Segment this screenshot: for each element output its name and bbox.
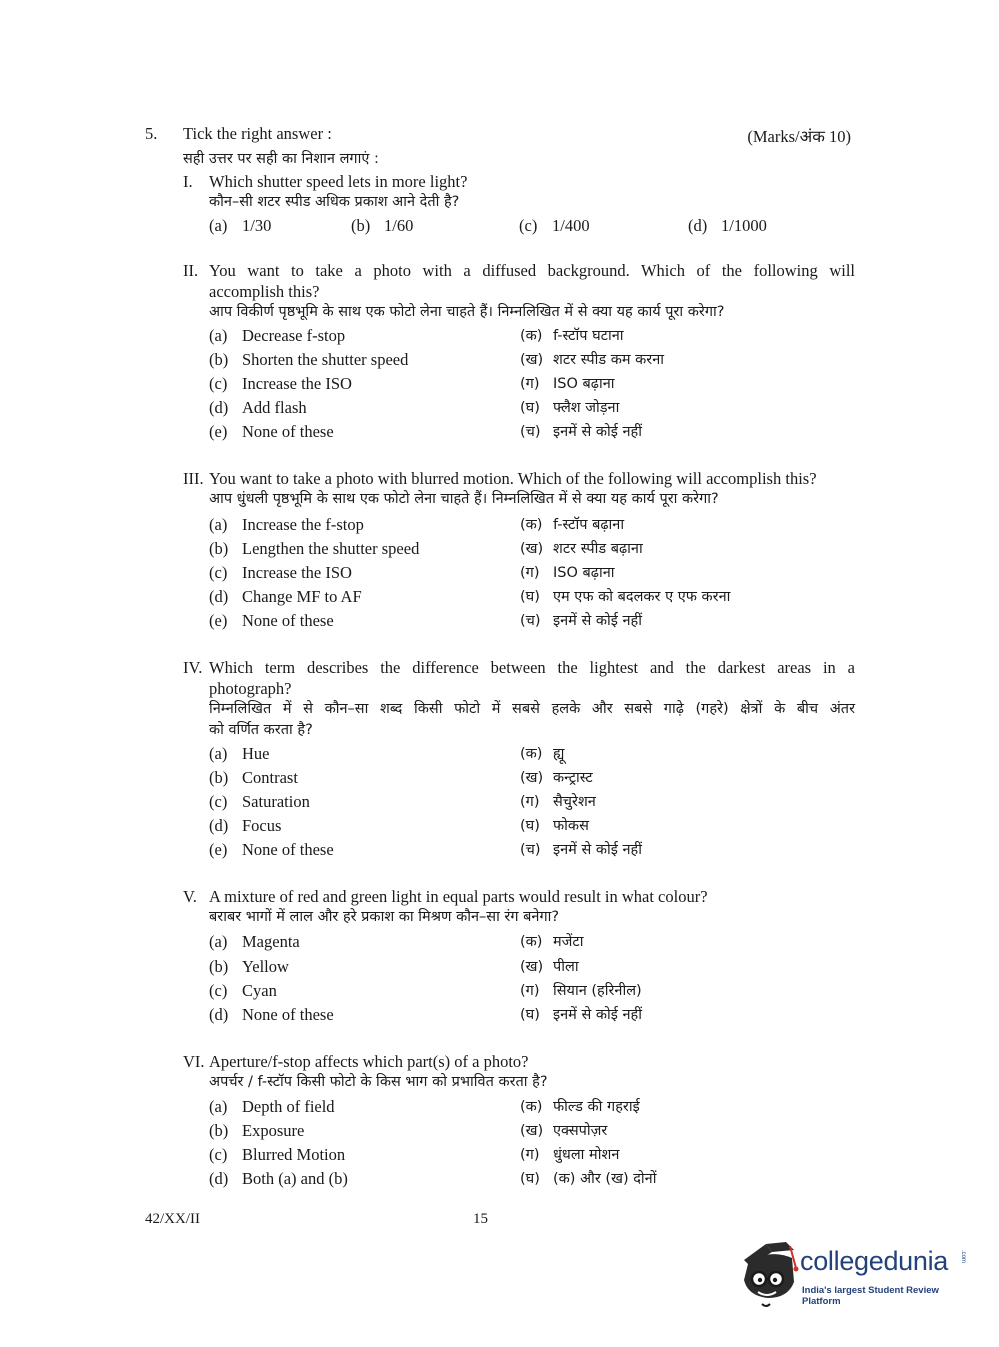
option-label: (d) xyxy=(209,1169,229,1188)
option[interactable] xyxy=(209,838,334,862)
subquestion-text-hindi-continued: को वर्णित करता है? xyxy=(209,722,313,738)
option-hindi[interactable] xyxy=(520,372,615,396)
page-number: 15 xyxy=(473,1211,488,1227)
option-hindi[interactable] xyxy=(520,742,564,766)
collegedunia-logo[interactable] xyxy=(738,1238,968,1310)
subquestion-text: Which shutter speed lets in more light? xyxy=(209,172,468,191)
option-hindi[interactable] xyxy=(520,513,624,537)
option-label: (d) xyxy=(209,1005,229,1024)
subquestion-3 xyxy=(183,468,855,510)
mascot-icon xyxy=(738,1238,800,1310)
option-text: सियान (हरिनील) xyxy=(553,983,642,999)
marks-label: (Marks/अंक 10) xyxy=(747,127,851,146)
option-label: (a) xyxy=(209,216,228,235)
option-text: Increase the ISO xyxy=(242,374,352,393)
option-label: (a) xyxy=(209,515,228,534)
option-label: (घ) xyxy=(520,400,540,416)
option-text: 1/400 xyxy=(552,216,590,235)
question-instruction: Tick the right answer : xyxy=(183,124,332,143)
option-text: 1/60 xyxy=(384,216,414,235)
option[interactable] xyxy=(209,1143,345,1167)
option-label: (c) xyxy=(519,216,538,235)
option-label: (ग) xyxy=(520,983,540,999)
option-text: Hue xyxy=(242,744,270,763)
subquestion-text: You want to take a photo with blurred motion. Which of the following will accomplish this? xyxy=(209,469,817,488)
option[interactable] xyxy=(209,513,364,537)
option-text: Focus xyxy=(242,816,282,835)
subquestion-text-hindi: कौन–सी शटर स्पीड अधिक प्रकाश आने देती है? xyxy=(209,194,460,210)
option-text: Increase the f-stop xyxy=(242,515,364,534)
option-label: (ग) xyxy=(520,565,540,581)
subquestion-2 xyxy=(183,260,855,323)
option-text: ह्यू xyxy=(553,746,565,762)
option[interactable] xyxy=(209,1119,304,1143)
option[interactable] xyxy=(209,324,345,348)
option-label: (ख) xyxy=(520,770,544,786)
option-label: (घ) xyxy=(520,589,540,605)
subquestion-5 xyxy=(183,886,855,928)
option-label: (e) xyxy=(209,611,228,630)
option[interactable] xyxy=(688,214,767,238)
subquestion-text-hindi: बराबर भागों में लाल और हरे प्रकाश का मिश्रण कौन–सा रंग बनेगा? xyxy=(209,909,560,925)
option-hindi[interactable] xyxy=(520,609,642,633)
option-label: (c) xyxy=(209,981,228,1000)
option-text: Both (a) and (b) xyxy=(242,1169,348,1188)
option-label: (क) xyxy=(520,934,543,950)
option-text: Contrast xyxy=(242,768,298,787)
option-label: (b) xyxy=(209,957,229,976)
logo-tagline: India's largest Student Review Platform xyxy=(802,1285,939,1307)
option-text: धुंधला मोशन xyxy=(553,1147,620,1163)
option[interactable] xyxy=(209,537,419,561)
option[interactable] xyxy=(209,930,300,954)
option-text: Lengthen the shutter speed xyxy=(242,539,420,558)
option-label: (क) xyxy=(520,746,543,762)
option-text: 1/1000 xyxy=(721,216,767,235)
option-label: (च) xyxy=(520,424,541,440)
paper-code: 42/XX/II xyxy=(145,1211,200,1227)
logo-wordmark: collegedunia xyxy=(800,1246,949,1276)
option-text: None of these xyxy=(242,1005,334,1024)
option-hindi[interactable] xyxy=(520,979,642,1003)
option-text: इनमें से कोई नहीं xyxy=(553,424,642,440)
option-hindi[interactable] xyxy=(520,766,593,790)
subquestion-number: II. xyxy=(183,261,199,280)
option-text: Blurred Motion xyxy=(242,1145,346,1164)
option-label: (c) xyxy=(209,374,228,393)
option-label: (घ) xyxy=(520,1007,540,1023)
option-text: फोकस xyxy=(553,818,589,834)
option[interactable] xyxy=(209,585,362,609)
option-hindi[interactable] xyxy=(520,396,619,420)
option-text: None of these xyxy=(242,611,334,630)
option[interactable] xyxy=(351,214,413,238)
option-text: None of these xyxy=(242,840,334,859)
option[interactable] xyxy=(519,214,590,238)
option-label: (e) xyxy=(209,840,228,859)
question-number: 5. xyxy=(145,124,158,143)
option-text: शटर स्पीड बढ़ाना xyxy=(553,541,643,557)
option-label: (d) xyxy=(688,216,708,235)
option-text: इनमें से कोई नहीं xyxy=(553,842,642,858)
option-text: Shorten the shutter speed xyxy=(242,350,409,369)
option-hindi[interactable] xyxy=(520,930,584,954)
option-label: (ख) xyxy=(520,541,544,557)
question-instruction-hindi: सही उत्तर पर सही का निशान लगाएं : xyxy=(183,151,379,167)
option-label: (b) xyxy=(209,768,229,787)
option-text: इनमें से कोई नहीं xyxy=(553,1007,642,1023)
subquestion-text-hindi: आप धुंधली पृष्ठभूमि के साथ एक फोटो लेना चाहते हैं। निम्नलिखित में से क्या यह कार्य पूरा करेगा? xyxy=(209,491,719,507)
option-label: (b) xyxy=(351,216,371,235)
option-label: (c) xyxy=(209,792,228,811)
option-label: (घ) xyxy=(520,818,540,834)
option-label: (च) xyxy=(520,613,541,629)
option-hindi[interactable] xyxy=(520,838,642,862)
option-label: (घ) xyxy=(520,1171,540,1187)
option[interactable] xyxy=(209,420,334,444)
option[interactable] xyxy=(209,790,310,814)
option-text: Saturation xyxy=(242,792,310,811)
option[interactable] xyxy=(209,814,281,838)
subquestion-number: IV. xyxy=(183,658,203,677)
option-text: Increase the ISO xyxy=(242,563,352,582)
option-hindi[interactable] xyxy=(520,1167,656,1191)
option[interactable] xyxy=(209,742,270,766)
option-text: Yellow xyxy=(242,957,289,976)
option-text: 1/30 xyxy=(242,216,272,235)
option[interactable] xyxy=(209,955,289,979)
option-text: पीला xyxy=(553,959,579,975)
option-label: (d) xyxy=(209,587,229,606)
option-text: ISO बढ़ाना xyxy=(553,565,615,581)
subquestion-text: Which term describes the difference between the lightest and the darkest areas in a xyxy=(209,658,855,677)
subquestion-text-continued: photograph? xyxy=(209,679,292,698)
option-text: फील्ड की गहराई xyxy=(553,1099,640,1115)
subquestion-6 xyxy=(183,1051,855,1093)
option-text: सैचुरेशन xyxy=(553,794,596,810)
option-text: फ्लैश जोड़ना xyxy=(553,400,620,416)
option-text: f-स्टॉप बढ़ाना xyxy=(553,517,625,533)
subquestion-text-continued: accomplish this? xyxy=(209,282,320,301)
subquestion-text: You want to take a photo with a diffused background. Which of the following will xyxy=(209,261,855,280)
option-text: मजेंटा xyxy=(553,934,584,950)
option-hindi[interactable] xyxy=(520,790,596,814)
option-text: शटर स्पीड कम करना xyxy=(553,352,664,368)
option-text: एम एफ को बदलकर ए एफ करना xyxy=(553,589,731,605)
option-hindi[interactable] xyxy=(520,348,664,372)
option[interactable] xyxy=(209,609,334,633)
option-label: (a) xyxy=(209,326,228,345)
option-text: (क) और (ख) दोनों xyxy=(553,1171,657,1187)
option-hindi[interactable] xyxy=(520,814,589,838)
option[interactable] xyxy=(209,1167,348,1191)
option-hindi[interactable] xyxy=(520,585,730,609)
option-text: कन्ट्रास्ट xyxy=(553,770,593,786)
option-hindi[interactable] xyxy=(520,1143,619,1167)
subquestion-number: I. xyxy=(183,172,193,191)
option-text: Cyan xyxy=(242,981,277,1000)
subquestion-text: Aperture/f-stop affects which part(s) of a photo? xyxy=(209,1052,529,1071)
option-text: Magenta xyxy=(242,932,300,951)
option-text: f-स्टॉप घटाना xyxy=(553,328,624,344)
logo-domain-suffix: .com xyxy=(960,1250,966,1264)
option-label: (c) xyxy=(209,1145,228,1164)
option-hindi[interactable] xyxy=(520,1003,642,1027)
option-label: (e) xyxy=(209,422,228,441)
option-text: ISO बढ़ाना xyxy=(553,376,615,392)
option-hindi[interactable] xyxy=(520,324,624,348)
subquestion-number: VI. xyxy=(183,1052,205,1071)
option-hindi[interactable] xyxy=(520,955,579,979)
option-label: (क) xyxy=(520,328,543,344)
option-text: None of these xyxy=(242,422,334,441)
option[interactable] xyxy=(209,1095,335,1119)
subquestion-number: V. xyxy=(183,887,197,906)
subquestion-text-hindi: आप विकीर्ण पृष्ठभूमि के साथ एक फोटो लेना चाहते हैं। निम्नलिखित में से क्या यह कार्य पूरा करेगा? xyxy=(209,304,725,320)
subquestion-text: A mixture of red and green light in equal parts would result in what colour? xyxy=(209,887,708,906)
option-hindi[interactable] xyxy=(520,561,615,585)
option-label: (b) xyxy=(209,1121,229,1140)
option-text: एक्सपोज़र xyxy=(553,1123,608,1139)
option-text: Exposure xyxy=(242,1121,305,1140)
option-label: (b) xyxy=(209,539,229,558)
option-label: (ख) xyxy=(520,1123,544,1139)
option-hindi[interactable] xyxy=(520,1095,640,1119)
option-label: (d) xyxy=(209,398,229,417)
option-label: (ग) xyxy=(520,376,540,392)
option[interactable] xyxy=(209,348,408,372)
option-text: Depth of field xyxy=(242,1097,335,1116)
option-hindi[interactable] xyxy=(520,537,643,561)
subquestion-text-hindi: निम्नलिखित में से कौन–सा शब्द किसी फोटो में सबसे हलके और सबसे गाढ़े (गहरे) क्षेत्रों के बीच अंतर xyxy=(209,701,855,717)
option-label: (ग) xyxy=(520,794,540,810)
subquestion-4 xyxy=(183,657,855,741)
option-label: (ग) xyxy=(520,1147,540,1163)
subquestion-number: III. xyxy=(183,469,204,488)
option-text: Add flash xyxy=(242,398,307,417)
option[interactable] xyxy=(209,396,307,420)
option-label: (a) xyxy=(209,744,228,763)
option-hindi[interactable] xyxy=(520,1119,607,1143)
option[interactable] xyxy=(209,561,352,585)
option-label: (क) xyxy=(520,1099,543,1115)
option[interactable] xyxy=(209,372,352,396)
option-hindi[interactable] xyxy=(520,420,642,444)
subquestion-1 xyxy=(183,171,855,213)
option-label: (क) xyxy=(520,517,543,533)
option-text: Decrease f-stop xyxy=(242,326,346,345)
option-label: (c) xyxy=(209,563,228,582)
option[interactable] xyxy=(209,214,271,238)
subquestion-text-hindi: अपर्चर / f-स्टॉप किसी फोटो के किस भाग को प्रभावित करता है? xyxy=(209,1074,548,1090)
option-text: इनमें से कोई नहीं xyxy=(553,613,642,629)
option-text: Change MF to AF xyxy=(242,587,362,606)
option[interactable] xyxy=(209,1003,334,1027)
option-label: (d) xyxy=(209,816,229,835)
option[interactable] xyxy=(209,766,298,790)
option-label: (a) xyxy=(209,932,228,951)
option-label: (ख) xyxy=(520,959,544,975)
option-label: (च) xyxy=(520,842,541,858)
option[interactable] xyxy=(209,979,277,1003)
option-label: (ख) xyxy=(520,352,544,368)
option-label: (b) xyxy=(209,350,229,369)
option-label: (a) xyxy=(209,1097,228,1116)
